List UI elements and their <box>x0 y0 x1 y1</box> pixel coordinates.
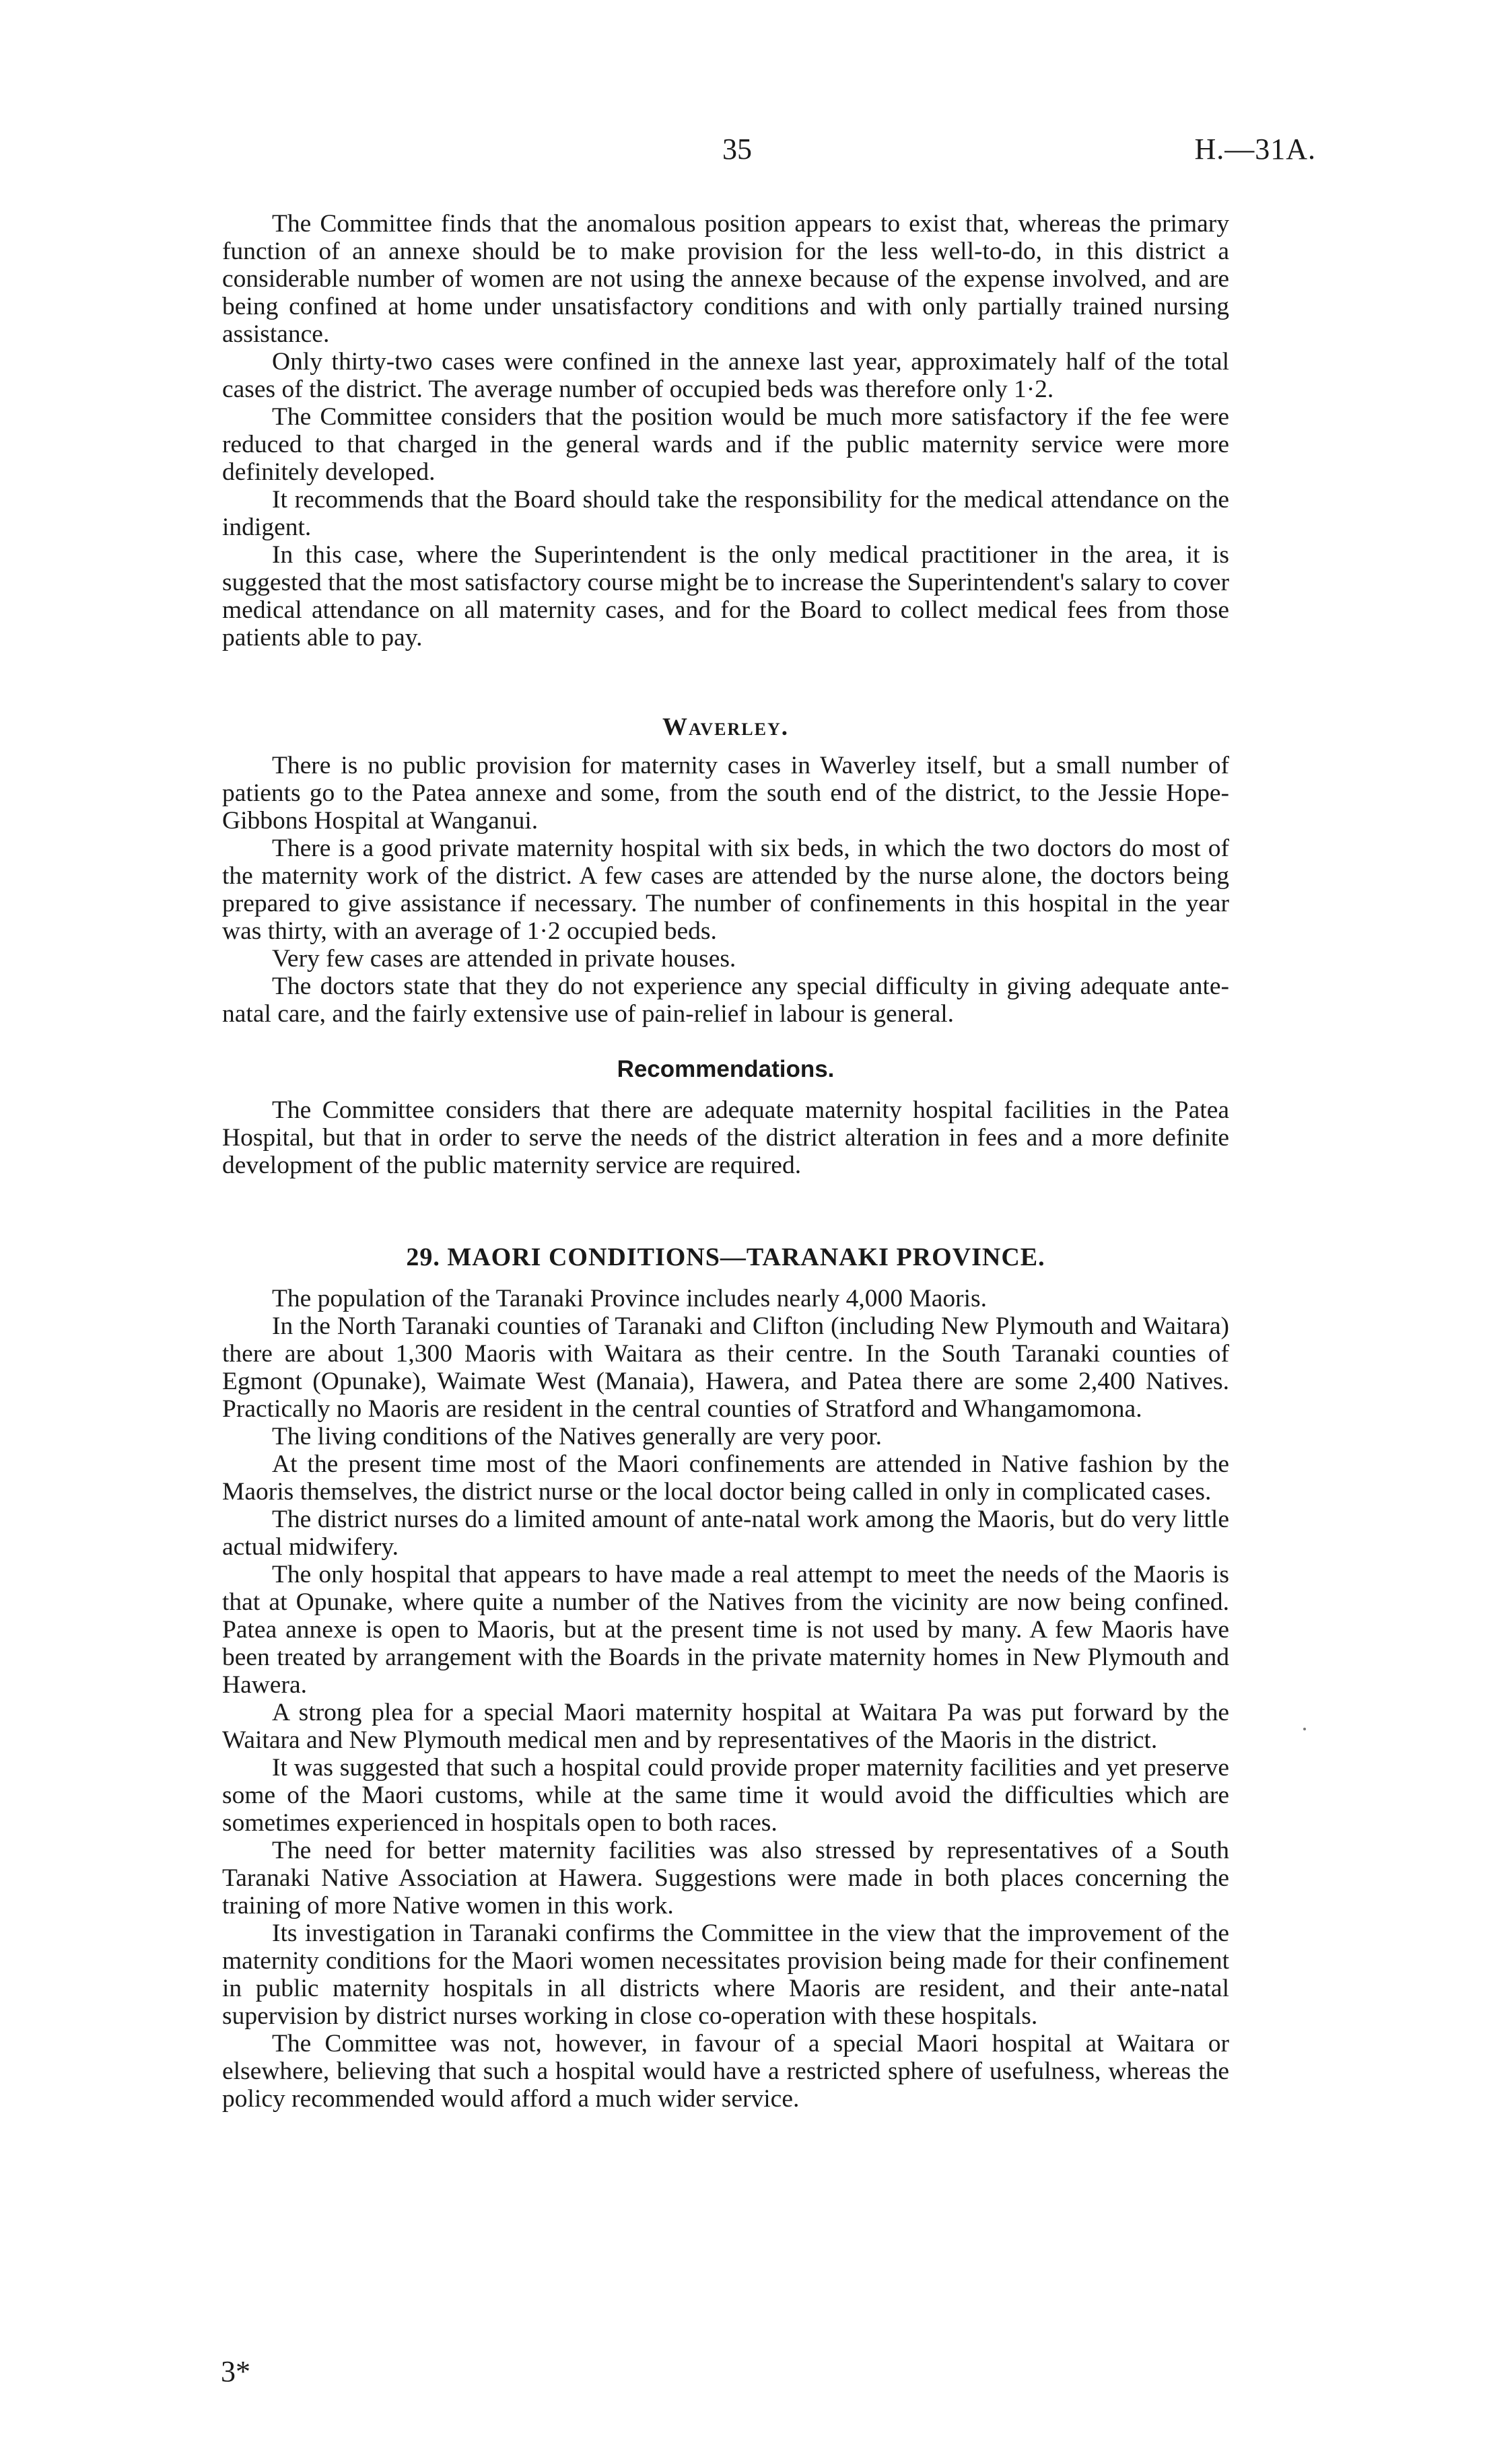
paragraph: The need for better maternity facilities was also stressed by representatives of a South Taranaki Native Association at Hawera. Suggestions were made in both places concerning the training of more Native women in this work. <box>222 1837 1229 1920</box>
paragraph: The district nurses do a limited amount of ante-natal work among the Maoris, but do very little actual midwifery. <box>222 1506 1229 1561</box>
paragraph: The only hospital that appears to have made a real attempt to meet the needs of the Maoris is that at Opunake, where quite a number of the Natives from the vicinity are now being confined. Patea annexe is open to Maoris, but at the present time is not used by many. A few Maoris have been treated by arrangement with the Boards in the private maternity homes in New Plymouth and Hawera. <box>222 1561 1229 1699</box>
paragraph: There is no public provision for maternity cases in Waverley itself, but a small number of patients go to the Patea annexe and some, from the south end of the district, to the Jessie Hope-Gibbons Hospital at Wanganui. <box>222 752 1229 835</box>
paragraph: In the North Taranaki counties of Taranaki and Clifton (including New Plymouth and Waitara) there are about 1,300 Maoris with Waitara as their centre. In the South Taranaki counties of Egmont (Opunake), Waimate West (Manaia), Hawera, and Patea there are some 2,400 Natives. Practically no Maoris are resident in the central counties of Stratford and Whangamomona. <box>222 1312 1229 1423</box>
section-heading-waverley: Waverley. <box>662 713 790 741</box>
section-recommendations <box>222 1055 1229 1179</box>
paragraph: In this case, where the Superintendent is the only medical practitioner in the area, it is suggested that the most satisfactory course might be to increase the Superintendent's salary to cover medical attendance on all maternity cases, and for the Board to collect medical fees from those patients able to pay. <box>222 541 1229 652</box>
document-reference: H.—31A. <box>1194 133 1316 166</box>
paragraph: The Committee was not, however, in favour of a special Maori hospital at Waitara or elsewhere, believing that such a hospital would have a restricted sphere of usefulness, whereas the policy recommended would afford a much wider service. <box>222 2030 1229 2113</box>
paragraph: It was suggested that such a hospital could provide proper maternity facilities and yet preserve some of the Maori customs, while at the same time it would avoid the difficulties which are sometimes experienced in hospitals open to both races. <box>222 1754 1229 1837</box>
paragraph: The population of the Taranaki Province includes nearly 4,000 Maoris. <box>272 1285 988 1312</box>
section-heading-recommendations: Recommendations. <box>617 1056 835 1082</box>
section-heading-maori-conditions: 29. MAORI CONDITIONS—TARANAKI PROVINCE. <box>406 1243 1045 1271</box>
section-waverley <box>222 713 1229 1028</box>
margin-dot <box>1303 1728 1306 1730</box>
paragraph: The Committee considers that the position would be much more satisfactory if the fee were reduced to that charged in the general wards and if the public maternity service were more definitely developed. <box>222 403 1229 486</box>
section-patea-continuation <box>222 210 1229 652</box>
section-maori-conditions <box>222 1244 1229 2113</box>
paragraph: At the present time most of the Maori confinements are attended in Native fashion by the Maoris themselves, the district nurse or the local doctor being called in only in complicated cases. <box>222 1450 1229 1506</box>
paragraph: It recommends that the Board should take the responsibility for the medical attendance on the indigent. <box>222 486 1229 541</box>
paragraph: Its investigation in Taranaki confirms the Committee in the view that the improvement of the maternity conditions for the Maori women necessitates provision being made for their confinement in public maternity hospitals in all districts where Maoris are resident, and their ante-natal supervision by district nurses working in close co-operation with these hospitals. <box>222 1920 1229 2030</box>
paragraph: Only thirty-two cases were confined in the annexe last year, approximately half of the total cases of the district. The average number of occupied beds was therefore only 1·2. <box>222 348 1229 403</box>
paragraph: The living conditions of the Natives generally are very poor. <box>272 1423 882 1450</box>
paragraph: A strong plea for a special Maori maternity hospital at Waitara Pa was put forward by the Waitara and New Plymouth medical men and by representatives of the Maoris in the district. <box>222 1699 1229 1754</box>
paragraph: The doctors state that they do not experience any special difficulty in giving adequate ante-natal care, and the fairly extensive use of pain-relief in labour is general. <box>222 973 1229 1028</box>
paragraph: The Committee considers that there are adequate maternity hospital facilities in the Patea Hospital, but that in order to serve the needs of the district alteration in fees and a more definite development of the public maternity service are required. <box>222 1096 1229 1179</box>
signature-mark: 3* <box>221 2355 250 2388</box>
page-number: 35 <box>722 133 752 166</box>
paragraph: The Committee finds that the anomalous position appears to exist that, whereas the primary function of an annexe should be to make provision for the less well-to-do, in this district a considerable number of women are not using the annexe because of the expense involved, and are being confined at home under unsatisfactory conditions and with only partially trained nursing assistance. <box>222 210 1229 348</box>
paragraph: Very few cases are attended in private houses. <box>272 945 736 973</box>
paragraph: There is a good private maternity hospital with six beds, in which the two doctors do most of the maternity work of the district. A few cases are attended by the nurse alone, the doctors being prepared to give assistance if necessary. The number of confinements in this hospital in the year was thirty, with an average of 1·2 occupied beds. <box>222 835 1229 945</box>
